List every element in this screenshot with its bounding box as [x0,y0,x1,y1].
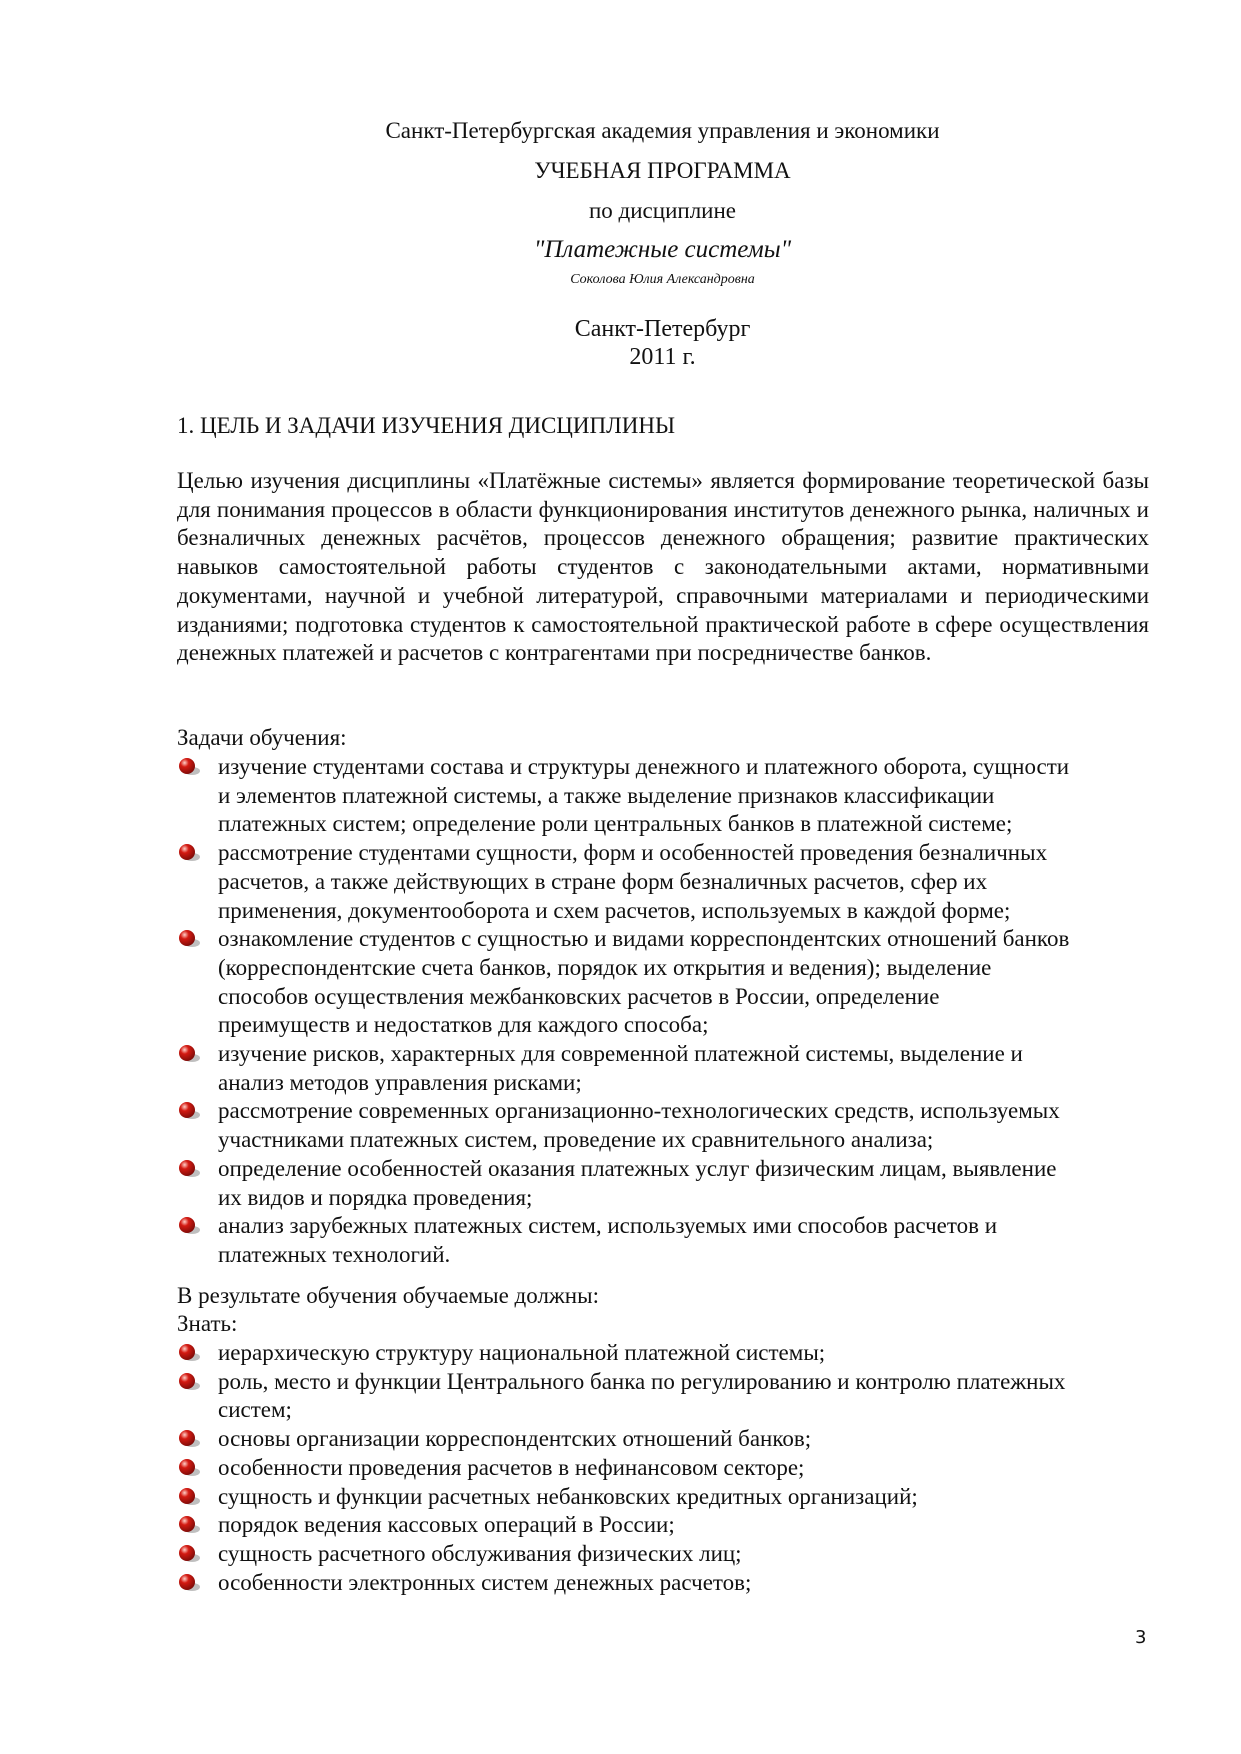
outcomes-label: В результате обучения обучаемые должны: [177,1283,599,1308]
red-sphere-icon [177,1101,201,1121]
section-heading: 1. ЦЕЛЬ И ЗАДАЧИ ИЗУЧЕНИЯ ДИСЦИПЛИНЫ [177,413,676,438]
red-sphere-icon [177,1458,201,1478]
task-item-line: анализ методов управления рисками; [218,1069,582,1095]
task-item-line: участниками платежных систем, проведение их сравнительного анализа; [218,1127,934,1153]
know-item-line: основы организации корреспондентских отношений банков; [218,1426,812,1452]
tasks-label: Задачи обучения: [177,725,347,750]
know-item-line: сущность расчетного обслуживания физических лиц; [218,1540,742,1566]
red-sphere-icon [177,1044,201,1064]
task-item-line: изучение рисков, характерных для современной платежной системы, выделение и [218,1041,1023,1067]
red-sphere-icon [177,1343,201,1363]
task-item-line: преимуществ и недостатков для каждого способа; [218,1012,709,1038]
task-item-line: ознакомление студентов с сущностью и видами корреспондентских отношений банков [218,926,1070,952]
know-item-line: роль, место и функции Центрального банка по регулированию и контролю платежных [218,1368,1066,1394]
task-item [177,925,1149,1040]
red-sphere-icon [177,929,201,949]
task-item-line: способов осуществления межбанковских расчетов в России, определение [218,983,940,1009]
task-item [177,1155,1149,1212]
task-item [177,1097,1149,1154]
academy-name: Санкт-Петербургская академия управления и экономики [385,118,940,143]
city: Санкт-Петербург [574,316,751,342]
task-item-line: платежных систем; определение роли центральных банков в платежной системе; [218,811,1013,837]
know-item [177,1511,1149,1540]
red-sphere-icon [177,1372,201,1392]
task-item [177,839,1149,925]
red-sphere-icon [177,1544,201,1564]
know-item [177,1540,1149,1569]
intro-paragraph: Целью изучения дисциплины «Платёжные системы» является формирование теоретической базы для понимания процессов в области функционирования институтов денежного рынка, наличных и безналичных денежных расчётов, процессов денежного обращения; развитие практических навыков самостоятельной работы студентов с законодательными актами, нормативными документами, научной и учебной литературой, справочными материалами и периодическими изданиями; подготовка студентов к самостоятельной практической работе в сфере осуществления денежных платежей и расчетов с контрагентами при посредничестве банков. [177,468,1149,666]
task-item-line: определение особенностей оказания платежных услуг физическим лицам, выявление [218,1155,1057,1181]
know-item-line: сущность и функции расчетных небанковских кредитных организаций; [218,1483,918,1509]
task-item [177,1040,1149,1097]
task-item-line: и элементов платежной системы, а также выделение признаков классификации [218,782,995,808]
know-item [177,1569,1149,1598]
document-type: УЧЕБНАЯ ПРОГРАММА [534,158,791,183]
task-item-line: рассмотрение современных организационно-технологических средств, используемых [218,1098,1060,1124]
task-item-line: анализ зарубежных платежных систем, используемых ими способов расчетов и [218,1213,998,1239]
tasks-list [177,753,1149,1270]
task-item-line: рассмотрение студентами сущности, форм и особенностей проведения безналичных [218,840,1048,866]
author-name: Соколова Юлия Александровна [570,272,755,287]
page-number: 3 [1135,1627,1147,1648]
discipline-label: по дисциплине [588,198,736,223]
task-item-line: платежных технологий. [218,1241,451,1267]
red-sphere-icon [177,1159,201,1179]
know-item [177,1483,1149,1512]
red-sphere-icon [177,757,201,777]
know-item-line: систем; [218,1397,292,1423]
red-sphere-icon [177,1429,201,1449]
know-item [177,1425,1149,1454]
task-item-line: (корреспондентские счета банков, порядок их открытия и ведения); выделение [218,954,992,980]
year: 2011 г. [629,344,696,370]
task-item [177,1212,1149,1269]
task-item-line: их видов и порядка проведения; [218,1184,533,1210]
task-item-line: применения, документооборота и схем расчетов, используемых в каждой форме; [218,897,1011,923]
task-item-line: расчетов, а также действующих в стране форм безналичных расчетов, сфер их [218,868,988,894]
red-sphere-icon [177,1573,201,1593]
red-sphere-icon [177,1515,201,1535]
course-title: "Платежные системы" [533,236,792,263]
task-item-line: изучение студентами состава и структуры денежного и платежного оборота, сущности [218,754,1070,779]
know-list [177,1339,1149,1597]
task-item [177,753,1149,839]
know-item-line: особенности проведения расчетов в нефинансовом секторе; [218,1454,805,1480]
know-item-line: иерархическую структуру национальной платежной системы; [218,1340,826,1365]
know-label: Знать: [177,1311,238,1336]
know-item-line: порядок ведения кассовых операций в России; [218,1512,675,1538]
red-sphere-icon [177,1487,201,1507]
know-item-line: особенности электронных систем денежных расчетов; [218,1569,752,1595]
know-item [177,1368,1149,1425]
red-sphere-icon [177,843,201,863]
red-sphere-icon [177,1216,201,1236]
know-item [177,1339,1149,1368]
know-item [177,1454,1149,1483]
